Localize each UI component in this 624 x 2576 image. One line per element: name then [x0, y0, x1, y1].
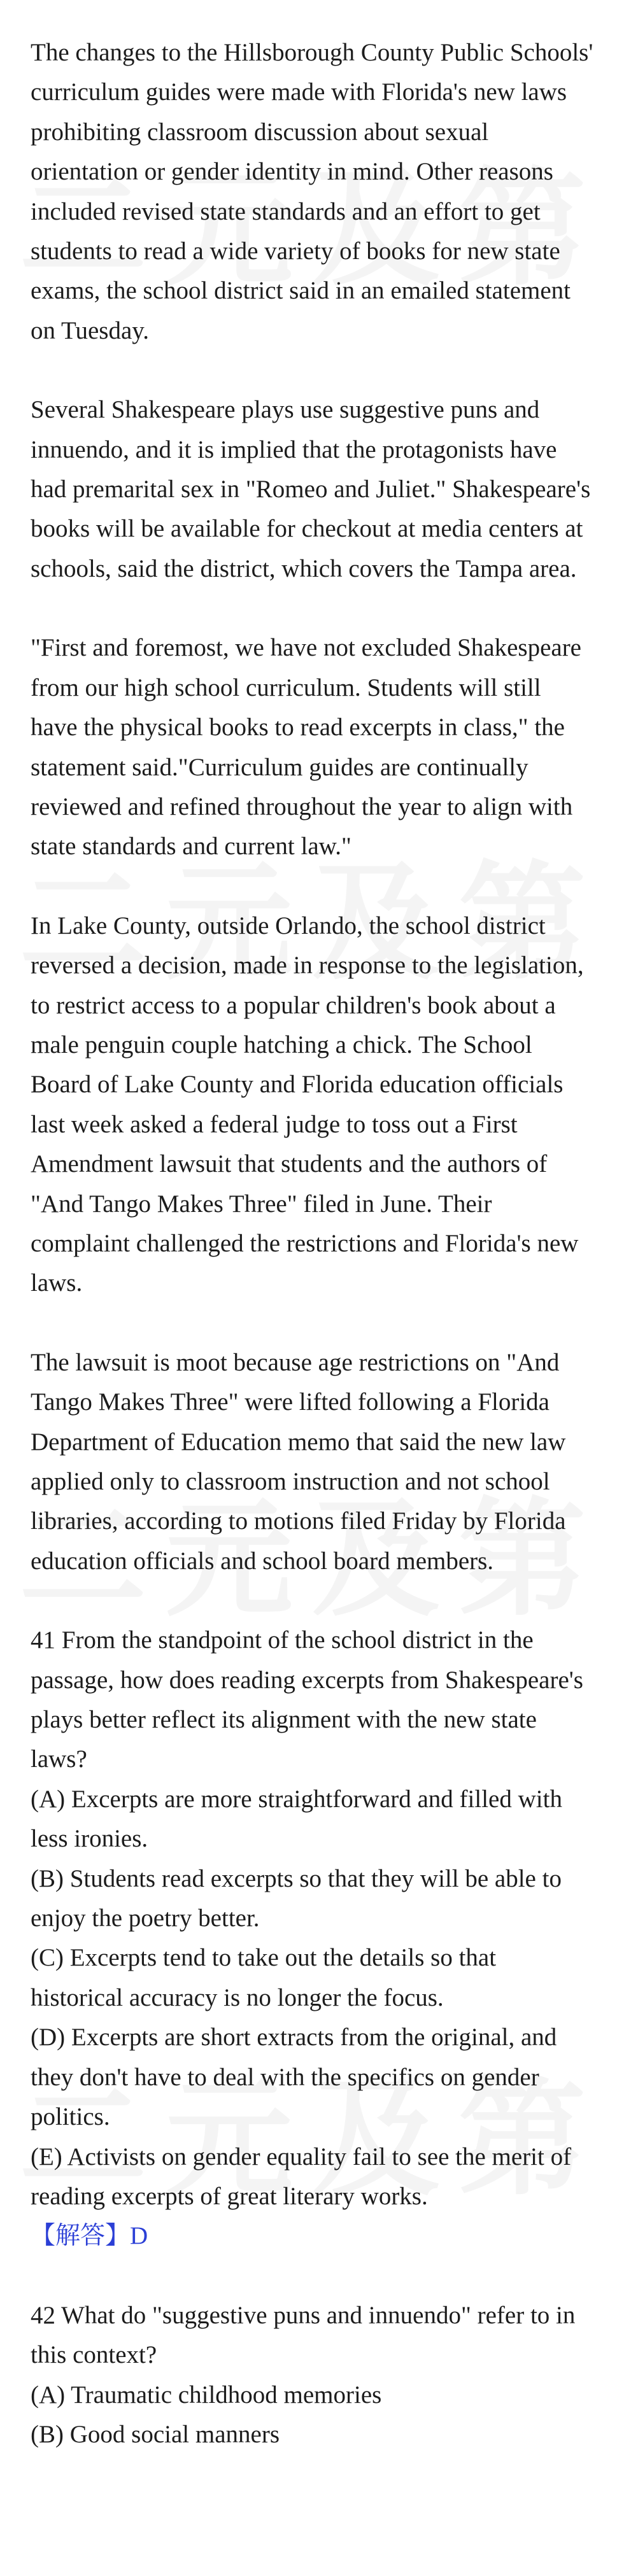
paragraph-4: In Lake County, outside Orlando, the school district reversed a decision, made in response to the legislation, to restrict access to a popular children's book about a male penguin couple hatching a chick. The School Board of Lake County and Florida education officials last week asked a federal judge to toss out a First Amendment lawsuit that students and the authors of "And Tango Makes Three" filed in June. Their complaint challenged the restrictions and Florida's new laws.	[31, 911, 584, 1297]
question-stem: 42 What do "suggestive puns and innuendo" refer to in this context?	[31, 2301, 576, 2369]
option-b: (B) Good social manners	[31, 2420, 280, 2448]
answer-label: 【解答】D	[31, 2222, 148, 2250]
option-b: (B) Students read excerpts so that they will be able to enjoy the poetry better.	[31, 1864, 562, 1932]
paragraph-1: The changes to the Hillsborough County Public Schools' curriculum guides were made with Florida's new laws prohibiting classroom discussion about sexual orientation or gender identity in mind. Other reasons included revised state standards and an effort to get students to read a wide variety of books for new state exams, the school district said in an emailed statement on Tuesday.	[31, 39, 593, 344]
option-c: (C) Excerpts tend to take out the details so that historical accuracy is no longer the focus.	[31, 1944, 497, 2011]
paragraph-5: The lawsuit is moot because age restrictions on "And Tango Makes Three" were lifted following a Florida Department of Education memo that said the new law applied only to classroom instruction and not school libraries, according to motions filed Friday by Florida education officials and school board members.	[31, 1348, 566, 1575]
paragraph-2: Several Shakespeare plays use suggestive puns and innuendo, and it is implied that the protagonists have had premarital sex in "Romeo and Juliet." Shakespeare's books will be available for checkout at media centers at schools, said the district, which covers the Tampa area.	[31, 396, 591, 582]
option-a: (A) Excerpts are more straightforward and filled with less ironies.	[31, 1785, 562, 1853]
option-d: (D) Excerpts are short extracts from the original, and they don't have to deal with the specifics on gender politics.	[31, 2023, 557, 2131]
question-42	[31, 2296, 593, 2455]
option-a: (A) Traumatic childhood memories	[31, 2381, 382, 2409]
question-41	[31, 1621, 593, 2256]
paragraph-3: "First and foremost, we have not excluded Shakespeare from our high school curriculum. Students will still have the physical books to read excerpts in class," the statement said."Curriculum guides are continually reviewed and refined throughout the year to align with state standards and current law."	[31, 634, 581, 861]
option-e: (E) Activists on gender equality fail to see the merit of reading excerpts of great literary works.	[31, 2143, 572, 2210]
question-stem: 41 From the standpoint of the school district in the passage, how does reading excerpts from Shakespeare's plays better reflect its alignment with the new state laws?	[31, 1626, 583, 1773]
